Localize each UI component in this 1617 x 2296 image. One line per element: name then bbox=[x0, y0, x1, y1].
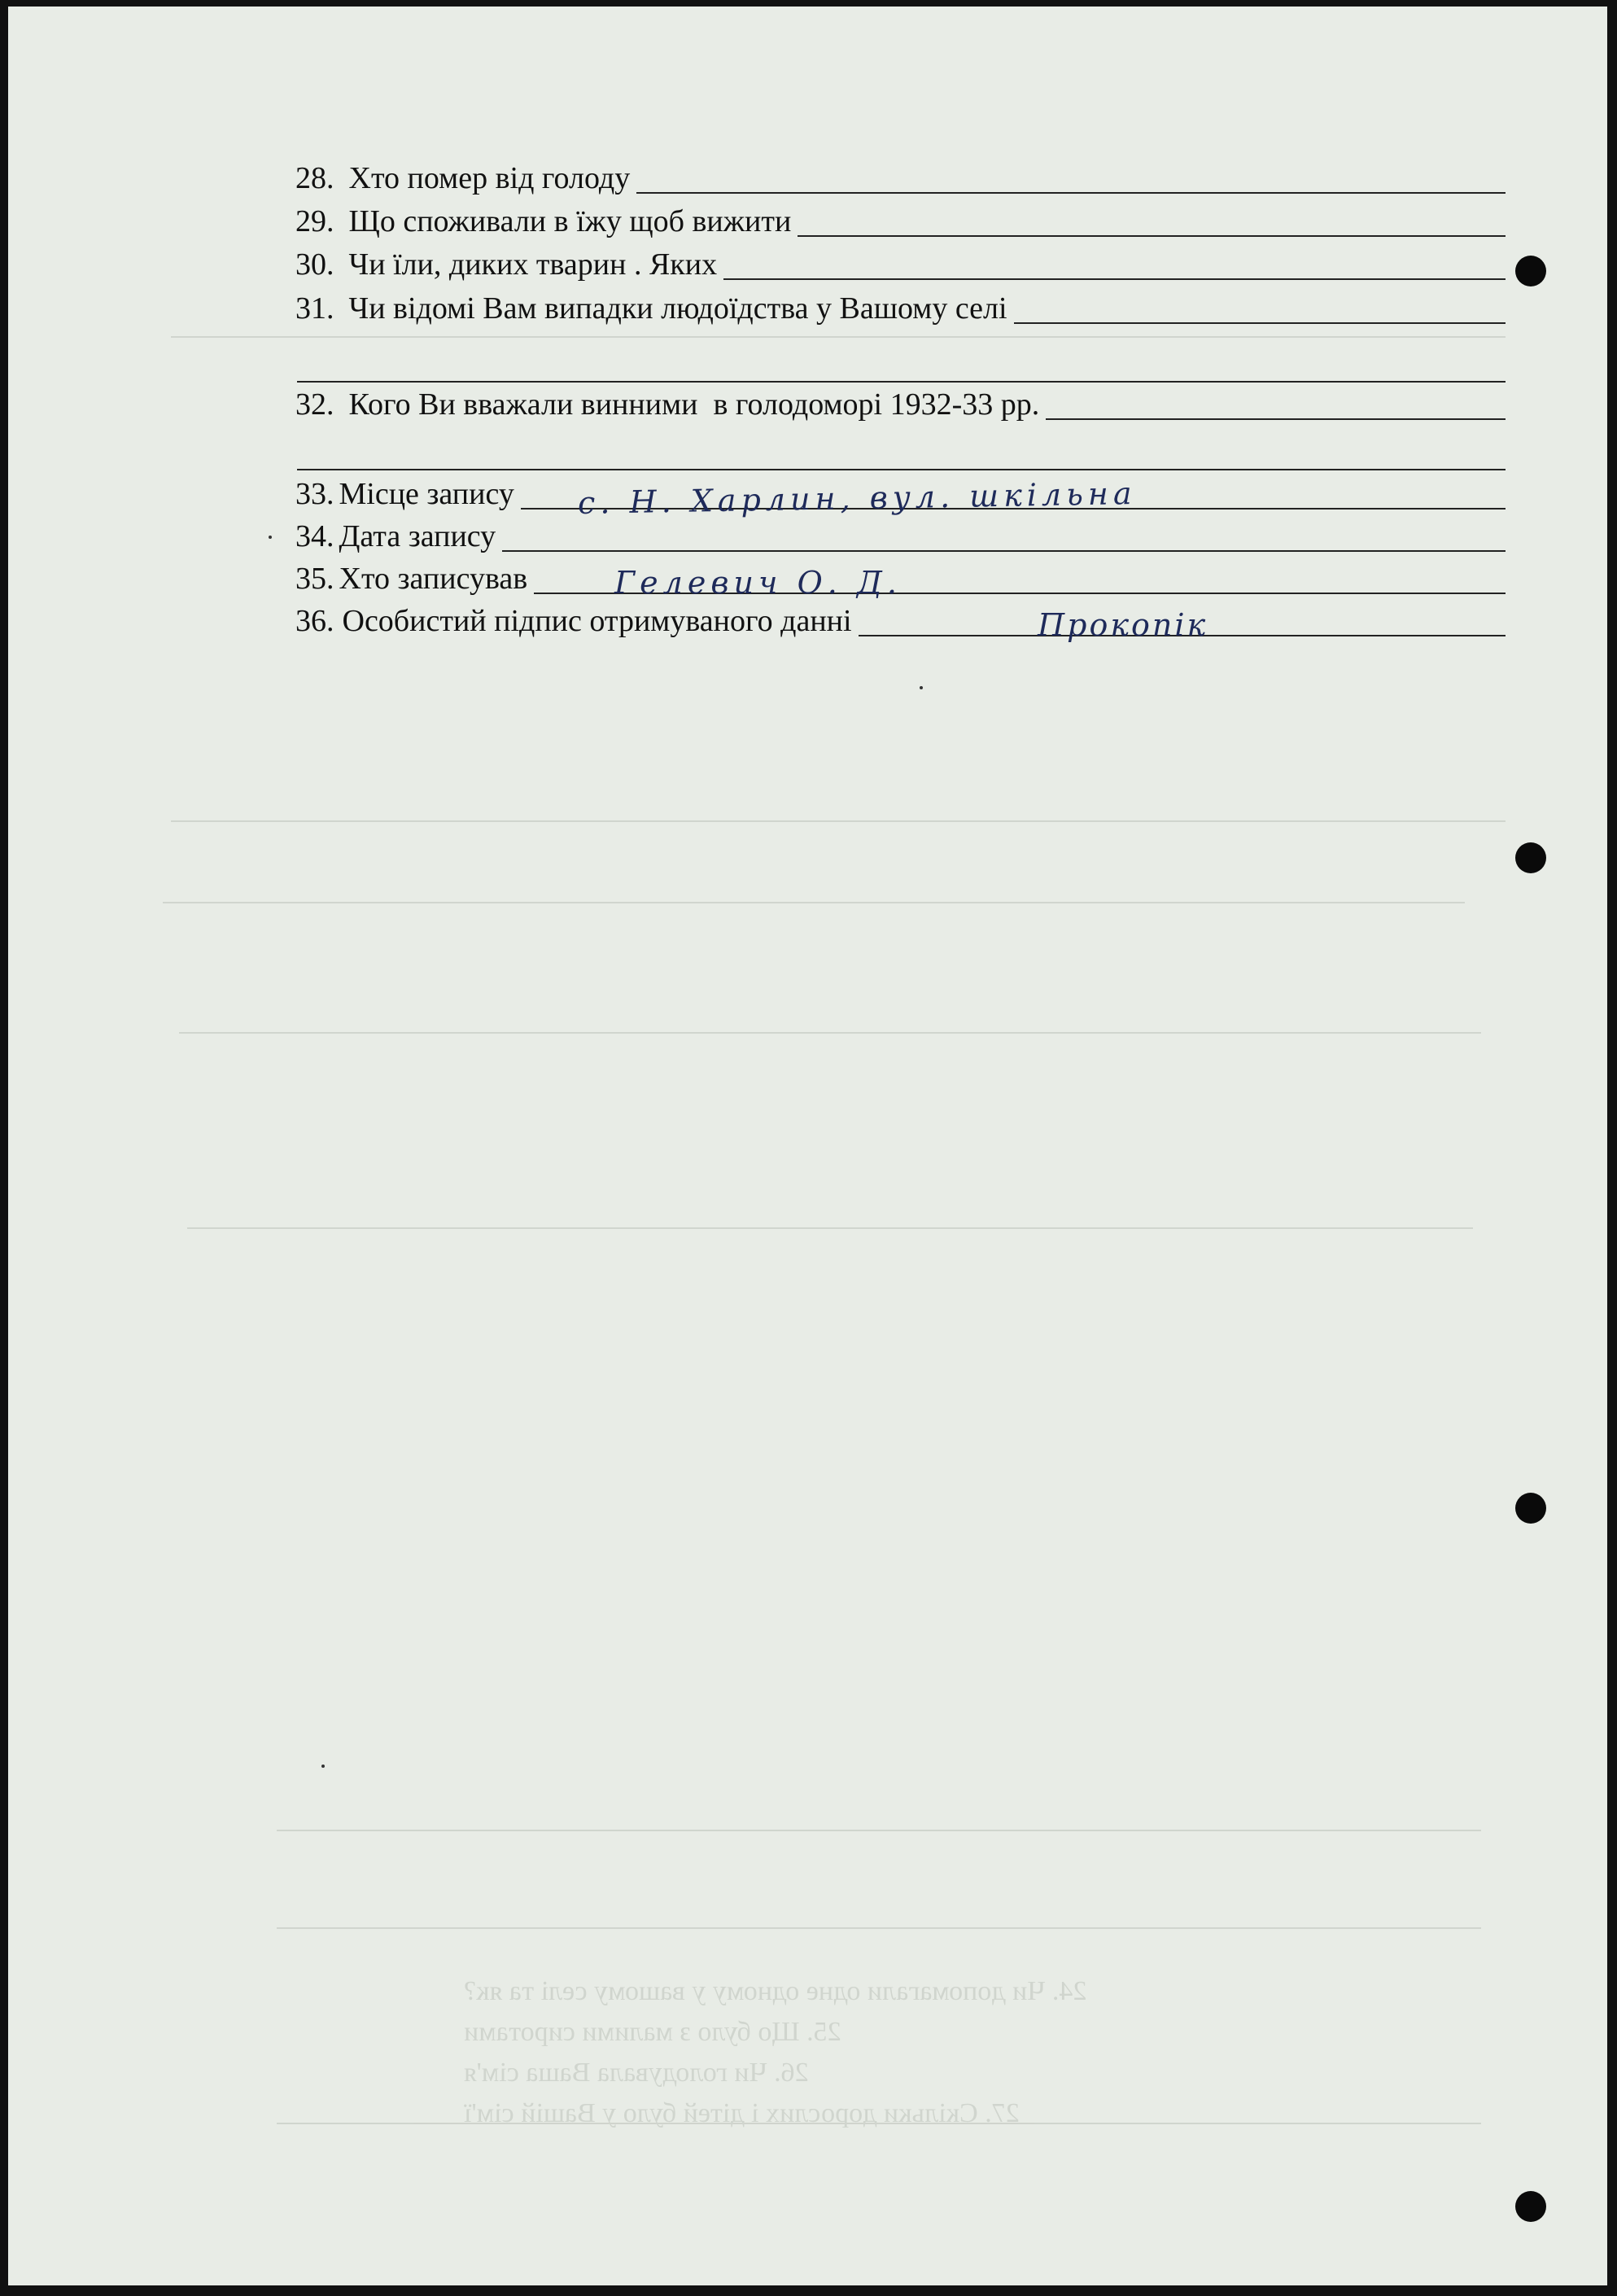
handwritten-signature: Прокопік bbox=[1038, 607, 1208, 643]
question-number: 29. bbox=[295, 204, 334, 238]
question-number: 28. bbox=[295, 161, 334, 195]
bleed-line: 27. Скільки дорослих і дітей було у Вашій сім'ї bbox=[464, 2098, 1020, 2128]
question-number: 35. bbox=[295, 562, 334, 596]
question-label: Хто записував bbox=[339, 562, 528, 596]
handwritten-place: с. Н. Харлин, вул. шкільна bbox=[577, 475, 1137, 521]
handwritten-recorder: Гелевич О. Д. bbox=[614, 565, 902, 601]
question-number: 30. bbox=[295, 247, 334, 282]
binder-hole bbox=[1515, 1493, 1546, 1524]
binder-hole bbox=[1515, 2191, 1546, 2222]
question-31 bbox=[295, 293, 1506, 324]
document-page bbox=[8, 7, 1607, 2285]
answer-line[interactable] bbox=[723, 256, 1506, 280]
answer-line-continuation[interactable] bbox=[297, 381, 1506, 383]
question-number: 34. bbox=[295, 519, 334, 553]
ink-speck bbox=[321, 1765, 325, 1768]
answer-line[interactable] bbox=[1046, 396, 1506, 420]
bleed-through bbox=[8, 7, 1607, 2285]
ink-speck bbox=[920, 686, 923, 689]
answer-line[interactable] bbox=[798, 212, 1506, 237]
question-36 bbox=[295, 606, 1506, 636]
question-29 bbox=[295, 206, 1506, 237]
question-28 bbox=[295, 163, 1506, 194]
question-label: Особистий підпис отримуваного данні bbox=[342, 604, 852, 638]
answer-line[interactable] bbox=[636, 169, 1506, 194]
answer-line[interactable] bbox=[1014, 300, 1506, 324]
bleed-line: 24. Чи допомагали одне одному у вашому селі та як? bbox=[464, 1976, 1087, 2006]
question-number: 36. bbox=[295, 604, 334, 638]
question-label: Хто помер від голоду bbox=[348, 161, 631, 195]
question-label: Кого Ви вважали винними в голодоморі 1932-33 рр. bbox=[348, 387, 1040, 422]
question-number: 32. bbox=[295, 387, 334, 422]
question-number: 31. bbox=[295, 291, 334, 326]
ink-speck bbox=[269, 536, 272, 539]
question-label: Що споживали в їжу щоб вижити bbox=[348, 204, 792, 238]
bleed-line: 25. Що було з малими сиротами bbox=[464, 2017, 841, 2047]
binder-hole bbox=[1515, 256, 1546, 286]
question-label: Дата запису bbox=[339, 519, 496, 553]
question-number: 33. bbox=[295, 477, 334, 511]
question-label: Місце запису bbox=[339, 477, 514, 511]
question-label: Чи їли, диких тварин . Яких bbox=[348, 247, 718, 282]
question-30 bbox=[295, 249, 1506, 280]
question-34 bbox=[295, 521, 1506, 552]
question-label: Чи відомі Вам випадки людоїдства у Вашому селі bbox=[348, 291, 1007, 326]
question-32 bbox=[295, 389, 1506, 420]
binder-hole bbox=[1515, 842, 1546, 873]
answer-line[interactable] bbox=[502, 527, 1506, 552]
answer-line-continuation[interactable] bbox=[297, 469, 1506, 470]
bleed-line: 26. Чи голодувала Ваша сім'я bbox=[464, 2058, 809, 2088]
